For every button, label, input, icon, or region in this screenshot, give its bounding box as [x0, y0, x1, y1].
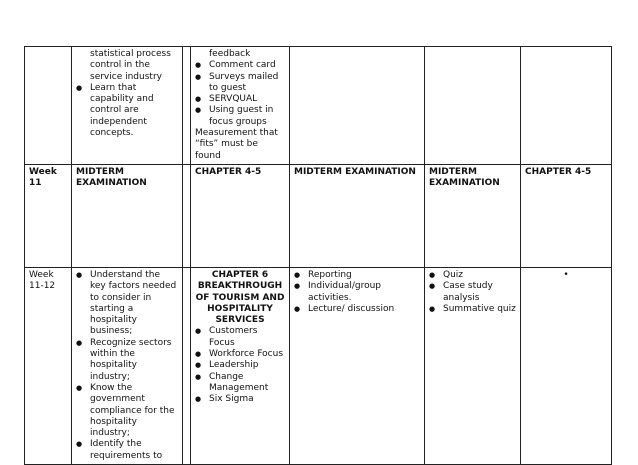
week-cell: Week 11 — [25, 164, 72, 267]
objectives-cell — [72, 47, 183, 165]
list-item: ● Reporting — [294, 270, 420, 281]
syllabus-table — [24, 46, 612, 465]
spacer-cell — [183, 47, 191, 165]
list-item: ● Change Management — [195, 372, 285, 395]
reference-cell — [521, 47, 612, 165]
list-item: ● SERVQUAL — [195, 94, 285, 105]
content-cell — [191, 47, 290, 165]
list-item: ● Recognize sectors within the hospitality industry; — [76, 338, 178, 383]
reference-cell: CHAPTER 4-5 — [521, 164, 612, 267]
objectives-cell: MIDTERM EXAMINATION — [72, 164, 183, 267]
list-item: ● Workforce Focus — [195, 349, 285, 360]
list-item: ● Customers Focus — [195, 326, 285, 349]
list-item: ● Quiz — [429, 270, 516, 281]
list-item: ● Case study analysis — [429, 281, 516, 304]
week-cell: Week 11-12 — [25, 267, 72, 464]
objectives-cell — [72, 267, 183, 464]
week-cell — [25, 47, 72, 165]
list-item: ● Comment card — [195, 60, 285, 71]
activities-cell — [290, 267, 425, 464]
list-item: statistical process control in the service industry — [90, 49, 171, 82]
list-item: ● Using guest in focus groups — [195, 105, 285, 128]
bullet-icon: • — [563, 269, 569, 280]
reference-cell — [521, 267, 612, 464]
list-item: ● Learn that capability and control are independent concepts. — [76, 83, 178, 139]
chapter-title: CHAPTER 6 BREAKTHROUGH OF TOURISM AND HOSPITALITY SERVICES — [195, 269, 285, 326]
table-row — [25, 164, 612, 267]
measurement-note: Measurement that “fits” must be found — [195, 128, 278, 161]
spacer-cell — [183, 267, 191, 464]
content-cell: CHAPTER 4-5 — [191, 164, 290, 267]
assessment-cell — [425, 47, 521, 165]
table-row — [25, 47, 612, 165]
table-row — [25, 267, 612, 464]
list-item: ● Identify the requirements to — [76, 439, 178, 462]
list-item: ● Understand the key factors needed to consider in starting a hospitality business; — [76, 270, 178, 338]
list-item: ● Leadership — [195, 360, 285, 371]
list-item: ● Summative quiz — [429, 304, 516, 315]
content-cell — [191, 267, 290, 464]
list-item: ● Six Sigma — [195, 394, 285, 405]
list-item: ● Surveys mailed to guest — [195, 72, 285, 95]
activities-cell — [290, 47, 425, 165]
activities-cell: MIDTERM EXAMINATION — [290, 164, 425, 267]
list-item: feedback — [209, 49, 251, 59]
assessment-cell: MIDTERM EXAMINATION — [425, 164, 521, 267]
spacer-cell — [183, 164, 191, 267]
assessment-cell — [425, 267, 521, 464]
list-item: ● Individual/group activities. — [294, 281, 420, 304]
list-item: ● Know the government compliance for the hospitality industry; — [76, 383, 178, 439]
list-item: ● Lecture/ discussion — [294, 304, 420, 315]
